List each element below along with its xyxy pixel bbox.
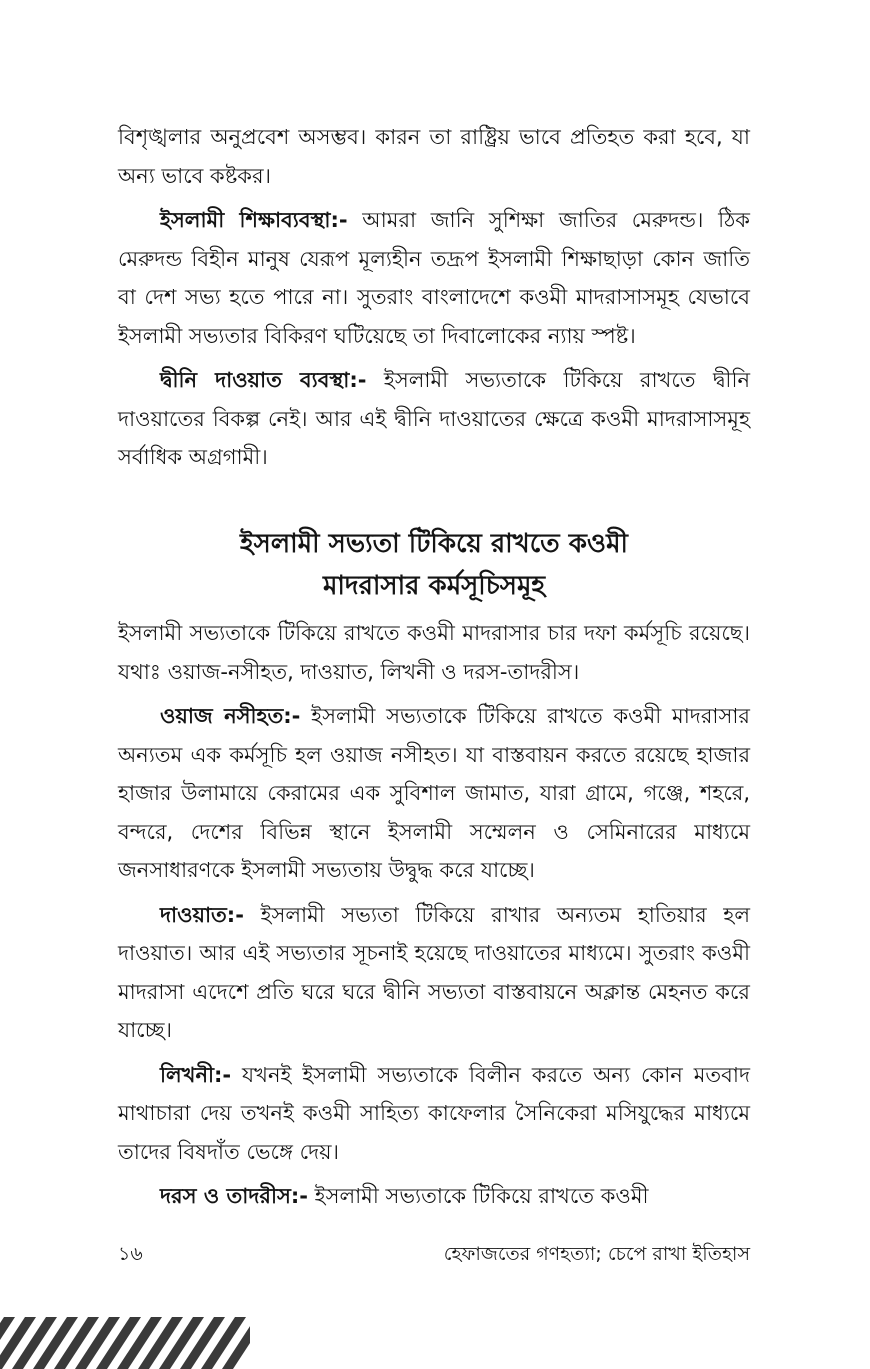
- paragraph-writing: [118, 1056, 750, 1172]
- bottom-text-block: [118, 614, 750, 1216]
- paragraph-continuation: [118, 118, 750, 195]
- heading-line-1: ইসলামী সভ্যতা টিকিয়ে রাখতে কওমী: [240, 529, 628, 559]
- paragraph-text: যখনই ইসলামী সভ্যতাকে বিলীন করতে অন্য কোন মতবাদ মাথাচারা দেয় তখনই কওমী সাহিত্য কাফেলার সৈনিকেরা মসিযুদ্ধের মাধ্যমে তাদের বিষদাঁত ভেঙ্গে দেয়।: [118, 1062, 750, 1164]
- paragraph-text: আমরা জানি সুশিক্ষা জাতির মেরুদন্ড। ঠিক মেরুদন্ড বিহীন মানুষ যেরূপ মূল্যহীন তদ্রূপ ইসলামী শিক্ষাছাড়া কোন জাতি বা দেশ সভ্য হতে পারে না। সুতরাং বাংলাদেশে কওমী মাদরাসাসমূহ যেভাবে ইসলামী সভ্যতার বিকিরণ ঘটিয়েছে তা দিবালোকের ন্যায় স্পষ্ট।: [118, 208, 750, 348]
- paragraph-dars-tadris: [118, 1177, 750, 1216]
- paragraph-text: ইসলামী সভ্যতাকে টিকিয়ে রাখতে দ্বীনি দাওয়াতের বিকল্প নেই। আর এই দ্বীনি দাওয়াতের ক্ষেত্রে কওমী মাদরাসাসমূহ সর্বাধিক অগ্রগামী।: [118, 368, 750, 469]
- paragraph-dawah-system: [118, 361, 750, 477]
- paragraph-text: বিশৃঙ্খলার অনুপ্রবেশ অসম্ভব। কারন তা রাষ্ট্রিয় ভাবে প্রতিহত করা হবে, যা অন্য ভাবে কষ্টকর।: [118, 125, 750, 188]
- stripe-group: [0, 1317, 250, 1369]
- paragraph-text: ইসলামী সভ্যতাকে টিকিয়ে রাখতে কওমী মাদরাসার চার দফা কর্মসূচি রয়েছে। যথাঃ ওয়াজ-নসীহত, দাওয়াত, লিখনী ও দরস-তাদরীস।: [118, 621, 750, 684]
- paragraph-islamic-education: [118, 201, 750, 355]
- paragraph-text: ইসলামী সভ্যতাকে টিকিয়ে রাখতে কওমী: [307, 1184, 649, 1208]
- paragraph-dawah: [118, 896, 750, 1050]
- term-dawah-system: দ্বীনি দাওয়াত ব্যবস্থা:-: [160, 368, 367, 392]
- running-title: হেফাজতের গণহত্যা; চেপে রাখা ইতিহাস: [443, 1243, 750, 1265]
- term-writing: লিখনী:-: [160, 1062, 232, 1087]
- paragraph-text: ইসলামী সভ্যতা টিকিয়ে রাখার অন্যতম হাতিয়ার হল দাওয়াত। আর এই সভ্যতার সূচনাই হয়েছে দাওয়াতের মাধ্যমে। সুতরাং কওমী মাদরাসা এদেশে প্রতি ঘরে ঘরে দ্বীনি সভ্যতা বাস্তবায়নে অক্লান্ত মেহনত করে যাচ্ছে।: [118, 902, 750, 1042]
- term-waz-nasihat: ওয়াজ নসীহত:-: [160, 704, 301, 728]
- paragraph-waz-nasihat: [118, 697, 750, 890]
- page-number: ১৬: [118, 1243, 143, 1265]
- paragraph-text: ইসলামী সভ্যতাকে টিকিয়ে রাখতে কওমী মাদরাসার অন্যতম এক কর্মসূচি হল ওয়াজ নসীহত। যা বাস্তবায়ন করতে রয়েছে হাজার হাজার উলামায়ে কেরামের এক সুবিশাল জামাত, যারা গ্রামে, গঞ্জে, শহরে, বন্দরে, দেশের বিভিন্ন স্থানে ইসলামী সম্মেলন ও সেমিনারের মাধ্যমে জনসাধারণকে ইসলামী সভ্যতায় উদ্বুদ্ধ করে যাচ্ছে।: [118, 704, 750, 882]
- paragraph-intro: [118, 614, 750, 691]
- top-text-block: [118, 118, 750, 477]
- term-dars-tadris: দরস ও তাদরীস:-: [160, 1184, 308, 1208]
- term-dawah: দাওয়াত:-: [160, 902, 244, 927]
- decorative-stripes: [0, 1317, 250, 1369]
- section-heading: [118, 523, 750, 607]
- heading-line-2: মাদরাসার কর্মসূচিসমূহ: [322, 571, 546, 601]
- term-islamic-education: ইসলামী শিক্ষাব্যবস্থা:-: [160, 208, 348, 232]
